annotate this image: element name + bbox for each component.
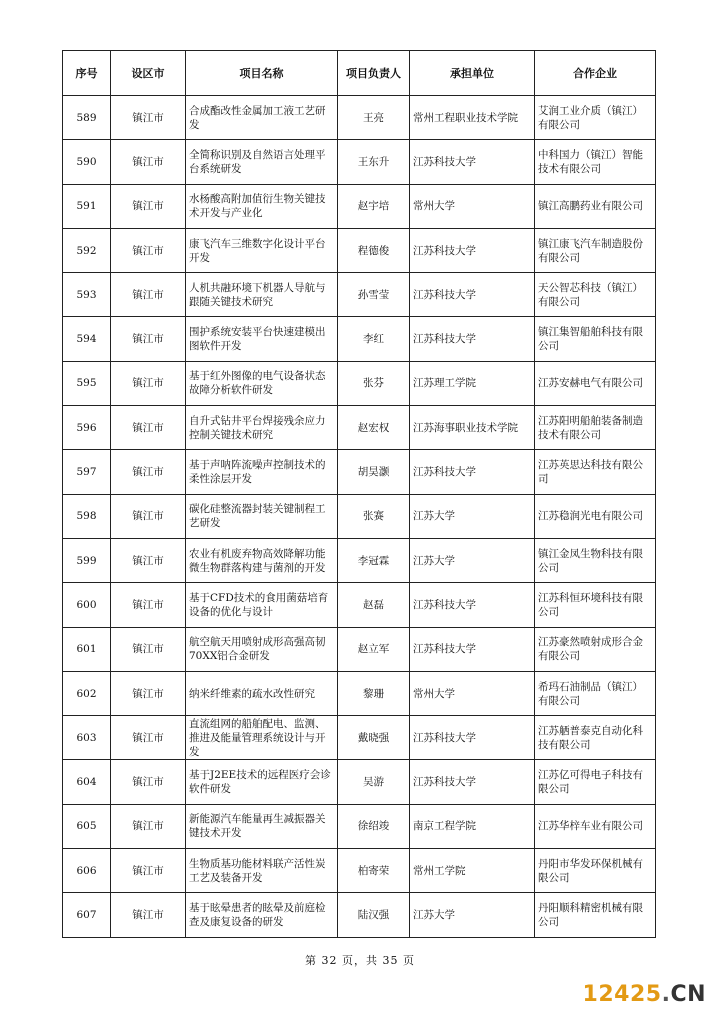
table-row [63,317,656,361]
project-table [62,50,656,938]
cell-index: 599 [63,538,111,582]
cell-undertaking-unit: 江苏科技大学 [410,716,535,760]
table-row [63,671,656,715]
cell-undertaking-unit: 江苏海事职业技术学院 [410,406,535,450]
cell-project-name: 围护系统安装平台快速建模出图软件开发 [186,317,338,361]
cell-city: 镇江市 [111,716,186,760]
cell-partner-company: 镇江集智船舶科技有限公司 [535,317,656,361]
cell-project-leader: 王东升 [338,140,410,184]
cell-project-leader: 李红 [338,317,410,361]
cell-undertaking-unit: 江苏科技大学 [410,140,535,184]
cell-city: 镇江市 [111,317,186,361]
cell-project-name: 基于声呐阵流噪声控制技术的柔性涂层开发 [186,450,338,494]
cell-undertaking-unit: 常州大学 [410,671,535,715]
table-row [63,450,656,494]
cell-index: 606 [63,849,111,893]
cell-partner-company: 江苏亿可得电子科技有限公司 [535,760,656,804]
cell-project-leader: 黎珊 [338,671,410,715]
cell-project-leader: 赵立军 [338,627,410,671]
cell-index: 597 [63,450,111,494]
cell-project-name: 农业有机废弃物高效降解功能微生物群落构建与菌剂的开发 [186,538,338,582]
cell-undertaking-unit: 江苏科技大学 [410,317,535,361]
cell-partner-company: 中科国力（镇江）智能技术有限公司 [535,140,656,184]
table-row [63,893,656,937]
cell-project-name: 基于眩晕患者的眩晕及前庭检查及康复设备的研发 [186,893,338,937]
cell-partner-company: 丹阳市华发环保机械有限公司 [535,849,656,893]
table-body [63,96,656,938]
cell-project-name: 自升式钻井平台焊接残余应力控制关键技术研究 [186,406,338,450]
cell-project-leader: 张芬 [338,361,410,405]
cell-undertaking-unit: 南京工程学院 [410,804,535,848]
cell-index: 593 [63,273,111,317]
cell-project-name: 基于CFD技术的食用菌菇培育设备的优化与设计 [186,583,338,627]
cell-partner-company: 希玛石油制品（镇江）有限公司 [535,671,656,715]
header-partner-company: 合作企业 [535,51,656,96]
table-row [63,849,656,893]
cell-index: 592 [63,228,111,272]
cell-project-leader: 李冠霖 [338,538,410,582]
cell-undertaking-unit: 江苏科技大学 [410,760,535,804]
cell-partner-company: 江苏舾普泰克自动化科技有限公司 [535,716,656,760]
cell-city: 镇江市 [111,494,186,538]
cell-index: 598 [63,494,111,538]
cell-project-name: 航空航天用喷射成形高强高韧70XX铝合金研发 [186,627,338,671]
cell-index: 603 [63,716,111,760]
cell-project-name: 水杨酸高附加值衍生物关键技术开发与产业化 [186,184,338,228]
cell-project-name: 生物质基功能材料联产活性炭工艺及装备开发 [186,849,338,893]
cell-project-leader: 孙雪莹 [338,273,410,317]
cell-city: 镇江市 [111,184,186,228]
cell-project-leader: 赵宇培 [338,184,410,228]
cell-project-name: 新能源汽车能量再生减振器关键技术开发 [186,804,338,848]
site-watermark [583,982,706,1007]
header-project-leader: 项目负责人 [338,51,410,96]
watermark-number: 12425 [582,982,662,1007]
table-row [63,716,656,760]
cell-project-name: 康飞汽车三维数字化设计平台开发 [186,228,338,272]
cell-city: 镇江市 [111,583,186,627]
cell-partner-company: 江苏阳明船舶装备制造技术有限公司 [535,406,656,450]
cell-project-name: 碳化硅整流器封装关键制程工艺研发 [186,494,338,538]
cell-undertaking-unit: 江苏科技大学 [410,273,535,317]
table-row [63,494,656,538]
watermark-dot: . [661,982,671,1007]
cell-partner-company: 江苏华梓车业有限公司 [535,804,656,848]
table-row [63,583,656,627]
cell-project-leader: 程德俊 [338,228,410,272]
cell-project-name: 直流组网的船舶配电、监测、推进及能量管理系统设计与开发 [186,716,338,760]
cell-undertaking-unit: 江苏理工学院 [410,361,535,405]
cell-partner-company: 江苏稳润光电有限公司 [535,494,656,538]
cell-city: 镇江市 [111,538,186,582]
table-row [63,140,656,184]
cell-city: 镇江市 [111,671,186,715]
table-row [63,760,656,804]
cell-partner-company: 江苏科恒环境科技有限公司 [535,583,656,627]
cell-undertaking-unit: 江苏科技大学 [410,450,535,494]
cell-project-name: 人机共融环境下机器人导航与跟随关键技术研究 [186,273,338,317]
cell-index: 595 [63,361,111,405]
cell-partner-company: 江苏英思达科技有限公司 [535,450,656,494]
cell-city: 镇江市 [111,849,186,893]
cell-city: 镇江市 [111,804,186,848]
cell-project-leader: 张赛 [338,494,410,538]
cell-undertaking-unit: 江苏大学 [410,538,535,582]
cell-city: 镇江市 [111,893,186,937]
table-row [63,96,656,140]
header-city: 设区市 [111,51,186,96]
table-row [63,273,656,317]
cell-project-name: 基于红外图像的电气设备状态故障分析软件研发 [186,361,338,405]
cell-project-leader: 吴游 [338,760,410,804]
cell-city: 镇江市 [111,228,186,272]
header-undertaking-unit: 承担单位 [410,51,535,96]
cell-project-name: 纳米纤维素的疏水改性研究 [186,671,338,715]
cell-index: 590 [63,140,111,184]
cell-project-leader: 王亮 [338,96,410,140]
cell-project-leader: 柏寄荣 [338,849,410,893]
cell-project-name: 合成酯改性金属加工液工艺研发 [186,96,338,140]
cell-index: 600 [63,583,111,627]
cell-city: 镇江市 [111,627,186,671]
cell-city: 镇江市 [111,273,186,317]
watermark-suffix: CN [670,982,706,1007]
table-row [63,627,656,671]
cell-index: 596 [63,406,111,450]
cell-partner-company: 艾润工业介质（镇江）有限公司 [535,96,656,140]
cell-undertaking-unit: 常州工程职业技术学院 [410,96,535,140]
page-footer: 第 32 页，共 35 页 [305,954,415,967]
project-table-container [62,50,655,938]
cell-index: 602 [63,671,111,715]
header-index: 序号 [63,51,111,96]
table-row [63,184,656,228]
cell-undertaking-unit: 常州工学院 [410,849,535,893]
cell-undertaking-unit: 常州大学 [410,184,535,228]
cell-city: 镇江市 [111,760,186,804]
cell-project-leader: 赵磊 [338,583,410,627]
cell-index: 591 [63,184,111,228]
table-row [63,361,656,405]
cell-project-leader: 胡昊灏 [338,450,410,494]
cell-partner-company: 镇江高鹏药业有限公司 [535,184,656,228]
table-row [63,804,656,848]
header-project-name: 项目名称 [186,51,338,96]
cell-undertaking-unit: 江苏大学 [410,494,535,538]
cell-index: 589 [63,96,111,140]
cell-city: 镇江市 [111,361,186,405]
cell-project-leader: 戴晓强 [338,716,410,760]
cell-city: 镇江市 [111,96,186,140]
cell-project-leader: 陆汉强 [338,893,410,937]
cell-partner-company: 江苏安赫电气有限公司 [535,361,656,405]
cell-index: 604 [63,760,111,804]
cell-index: 605 [63,804,111,848]
cell-partner-company: 镇江康飞汽车制造股份有限公司 [535,228,656,272]
cell-index: 594 [63,317,111,361]
cell-city: 镇江市 [111,406,186,450]
cell-index: 607 [63,893,111,937]
cell-index: 601 [63,627,111,671]
cell-undertaking-unit: 江苏科技大学 [410,228,535,272]
table-row [63,406,656,450]
cell-partner-company: 江苏豪然喷射成形合金有限公司 [535,627,656,671]
cell-project-leader: 赵宏权 [338,406,410,450]
table-row [63,538,656,582]
cell-city: 镇江市 [111,140,186,184]
table-row [63,228,656,272]
cell-project-name: 全简称识别及自然语言处理平台系统研发 [186,140,338,184]
cell-undertaking-unit: 江苏科技大学 [410,583,535,627]
cell-project-name: 基于J2EE技术的远程医疗会诊软件研发 [186,760,338,804]
cell-project-leader: 徐绍竣 [338,804,410,848]
cell-partner-company: 丹阳顺科精密机械有限公司 [535,893,656,937]
cell-undertaking-unit: 江苏科技大学 [410,627,535,671]
cell-partner-company: 镇江金凤生物科技有限公司 [535,538,656,582]
table-header-row [63,51,656,96]
cell-partner-company: 天公智芯科技（镇江）有限公司 [535,273,656,317]
cell-city: 镇江市 [111,450,186,494]
cell-undertaking-unit: 江苏大学 [410,893,535,937]
